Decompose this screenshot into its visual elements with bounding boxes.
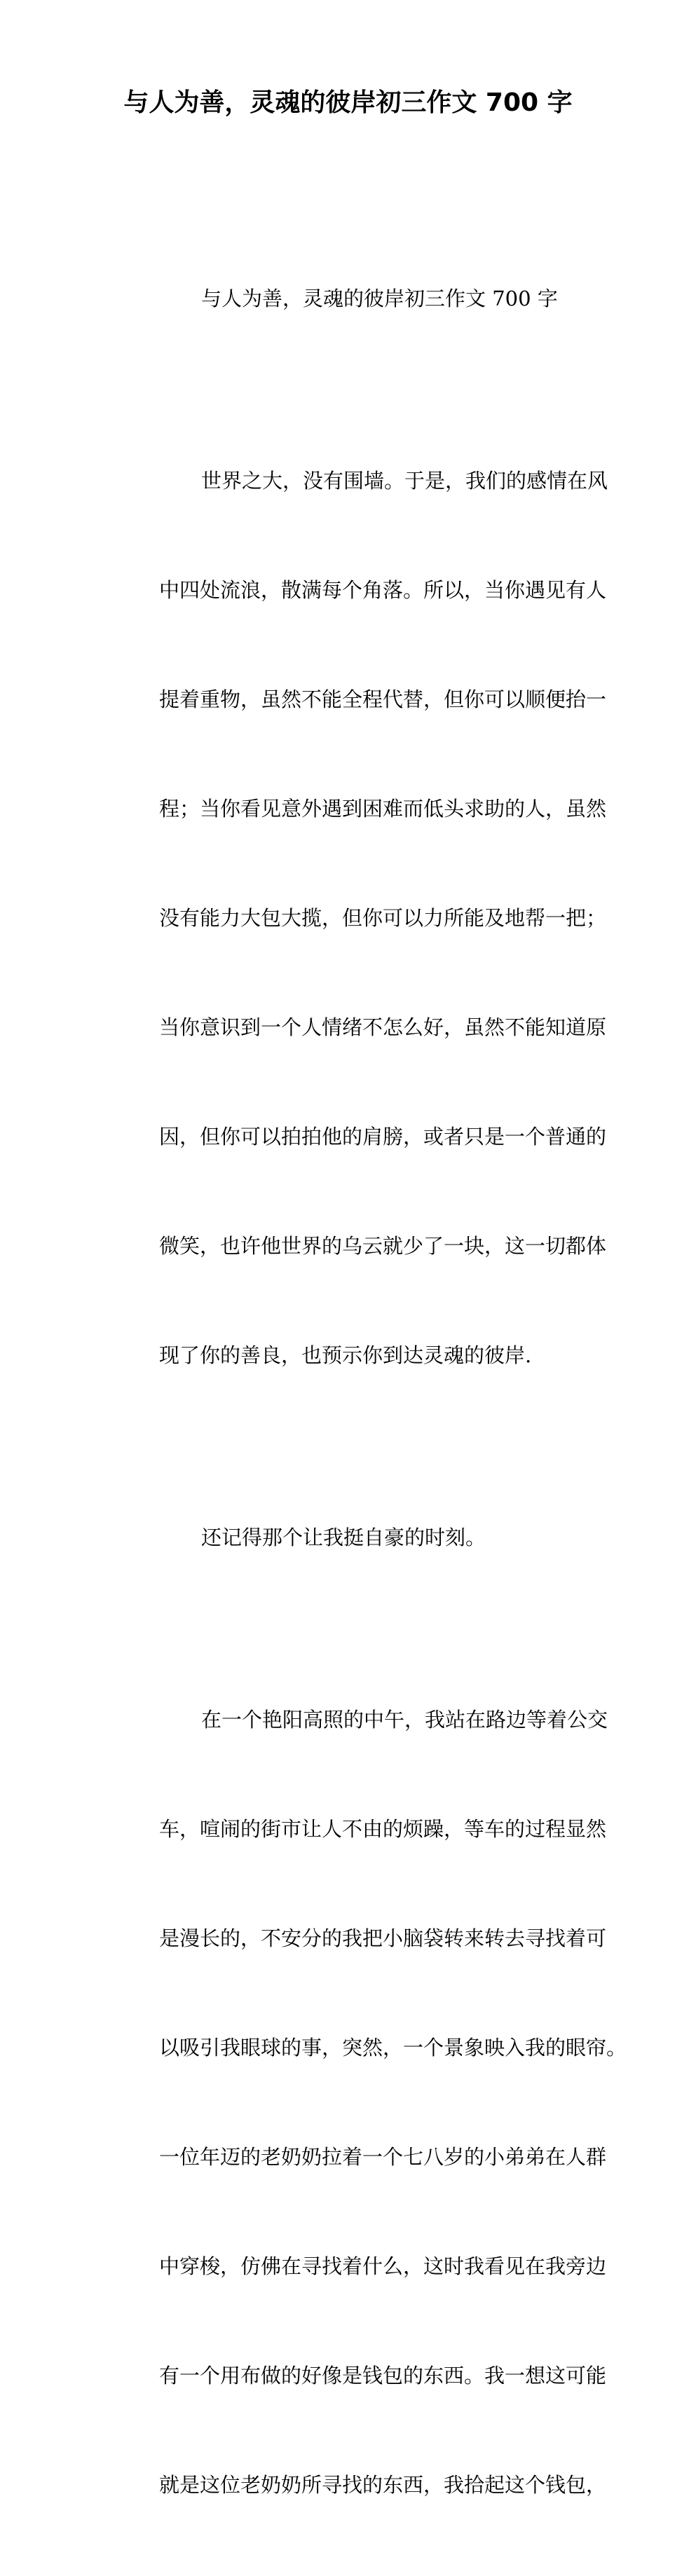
paragraph-line: 程；当你看见意外遇到困难而低头求助的人，虽然 xyxy=(159,797,607,821)
paragraph-line: 还记得那个让我挺自豪的时刻。 xyxy=(201,1526,486,1549)
paragraph-heading-repeat xyxy=(117,207,580,390)
paragraph-line: 与人为善，灵魂的彼岸初三作文 700 字 xyxy=(201,287,558,310)
paragraph-intro xyxy=(117,390,608,1446)
paragraph-line: 世界之大，没有围墙。于是，我们的感情在风 xyxy=(201,469,608,493)
paragraph-line: 中四处流浪，散满每个角落。所以，当你遇见有人 xyxy=(159,578,607,602)
paragraph-line: 当你意识到一个人情绪不怎么好，虽然不能知道原 xyxy=(159,1015,607,1039)
paragraph-line: 中穿梭，仿佛在寻找着什么，这时我看见在我旁边 xyxy=(159,2254,607,2278)
paragraph-line: 微笑，也许他世界的乌云就少了一块，这一切都体 xyxy=(159,1234,607,1258)
paragraph-line: 以吸引我眼球的事，突然，一个景象映入我的眼帘。 xyxy=(159,2036,627,2060)
paragraph-story xyxy=(117,1629,627,2576)
document-body xyxy=(117,207,627,2576)
paragraph-memory xyxy=(117,1446,580,1629)
paragraph-line: 是漫长的，不安分的我把小脑袋转来转去寻找着可 xyxy=(159,1926,607,1950)
paragraph-line: 在一个艳阳高照的中午，我站在路边等着公交 xyxy=(201,1708,608,1732)
document-title: 与人为善，灵魂的彼岸初三作文 700 字 xyxy=(123,88,573,117)
paragraph-line: 没有能力大包大揽，但你可以力所能及地帮一把； xyxy=(159,906,607,930)
paragraph-line: 提着重物，虽然不能全程代替，但你可以顺便抬一 xyxy=(159,687,607,711)
paragraph-line: 现了你的善良，也预示你到达灵魂的彼岸. xyxy=(159,1343,532,1367)
paragraph-line: 车，喧闹的街市让人不由的烦躁，等车的过程显然 xyxy=(159,1817,607,1841)
paragraph-line: 一位年迈的老奶奶拉着一个七八岁的小弟弟在人群 xyxy=(159,2145,607,2169)
paragraph-line: 就是这位老奶奶所寻找的东西，我拾起这个钱包， xyxy=(159,2473,607,2497)
paragraph-line: 因，但你可以拍拍他的肩膀，或者只是一个普通的 xyxy=(159,1125,607,1149)
paragraph-line: 有一个用布做的好像是钱包的东西。我一想这可能 xyxy=(159,2364,607,2387)
